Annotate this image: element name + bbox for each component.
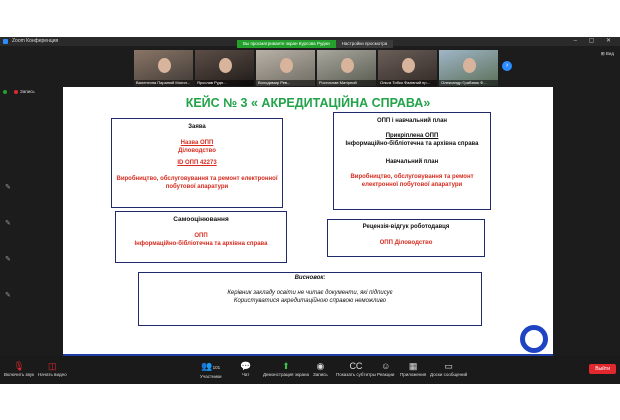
self-assessment-box	[115, 211, 287, 263]
employer-review-box	[327, 219, 485, 257]
participant-face	[158, 58, 171, 73]
zayava-heading: Заява	[188, 124, 206, 130]
employer-review-line: ОПП Діловодство	[379, 240, 433, 246]
chevron-right-icon: ›	[505, 62, 509, 69]
side-icons	[5, 170, 11, 314]
share-screen-icon: ⬆	[282, 361, 290, 371]
participants-count: 101	[212, 365, 221, 370]
apps-button[interactable]	[400, 360, 426, 377]
window-controls[interactable]: – ▢ ✕	[573, 38, 616, 44]
smiley-icon: ☺	[381, 361, 391, 371]
video-label: Начать видео	[38, 372, 67, 377]
shared-slide	[63, 87, 553, 362]
share-screen-button[interactable]	[263, 360, 309, 377]
participants-button[interactable]	[200, 360, 222, 379]
next-participants-button[interactable]	[502, 61, 512, 71]
shield-icon	[3, 90, 7, 94]
participant-name: Ростислав Матірний	[317, 80, 376, 86]
recording-label: Запись	[20, 89, 35, 94]
zayava-line: Назва ОПП	[180, 140, 214, 146]
cc-icon: CC	[349, 361, 363, 371]
participant-face	[463, 58, 476, 73]
zayava-line: побутової апаратури	[165, 184, 229, 190]
recording-indicator[interactable]	[3, 89, 35, 94]
view-button[interactable]: ⊞ Вид	[600, 51, 614, 56]
participant-tile[interactable]	[134, 50, 193, 86]
participant-name: Ярослав Рудн...	[195, 80, 254, 86]
participant-name: Володимир Рев...	[256, 80, 315, 86]
participant-name: Ольга Тибко Фахівний пр...	[378, 80, 437, 86]
conclusion-line: Керівник закладу освіти не читає документи, які підписує	[227, 290, 393, 296]
slide-title: КЕЙС № 3 « АКРЕДИТАЦІЙНА СПРАВА»	[185, 96, 431, 110]
reactions-label: Реакции	[377, 372, 395, 377]
whiteboard-button[interactable]	[430, 360, 467, 377]
whiteboard-icon: ▭	[444, 361, 453, 371]
plan-heading: Навчальний план	[385, 159, 439, 165]
participant-name: Олександр Грабзник Ф...	[439, 80, 498, 86]
chat-button[interactable]	[240, 360, 251, 377]
self-assessment-line: ОПП	[194, 233, 208, 239]
zayava-box	[111, 118, 283, 208]
view-options-button[interactable]: Настройки просмотра	[336, 40, 394, 48]
zoom-app-icon	[3, 39, 8, 44]
zayava-line: ID ОПП 42273	[177, 160, 217, 166]
captions-label: Показать субтитры	[336, 372, 376, 377]
opp-plan-box	[333, 112, 491, 210]
mic-button[interactable]	[4, 360, 34, 377]
ring-icon	[520, 325, 548, 353]
conclusion-line: Користуватися акредитаційною справою неможливо	[233, 298, 387, 304]
participant-tile[interactable]	[317, 50, 376, 86]
conclusion-heading: Висновок:	[294, 275, 326, 281]
reactions-button[interactable]	[377, 360, 394, 377]
record-button[interactable]	[313, 360, 328, 377]
share-banner	[237, 40, 393, 48]
record-dot-icon	[14, 90, 18, 94]
participant-face	[280, 58, 293, 73]
participant-strip	[134, 50, 498, 86]
zayava-line: Діловодство	[178, 148, 216, 154]
pencil-icon: ✎	[5, 184, 11, 191]
participant-tile[interactable]	[439, 50, 498, 86]
leave-button[interactable]: Выйти	[589, 364, 616, 374]
self-assessment-line: Інформаційно-бібліотечна та архівна справа	[134, 241, 268, 247]
video-button[interactable]	[38, 360, 67, 377]
employer-review-heading: Рецензія-відгук роботодавця	[362, 224, 450, 230]
captions-button[interactable]	[336, 360, 376, 377]
record-label: Запись	[313, 372, 328, 377]
share-label: Демонстрация экрана	[263, 372, 309, 377]
viewing-banner: Вы просматриваете экран Курсова Рудни	[237, 40, 336, 48]
people-icon: 👥101	[201, 361, 221, 371]
participants-label: Участники	[200, 374, 222, 379]
self-assessment-heading: Самооцінювання	[173, 216, 229, 223]
pencil-icon: ✎	[5, 292, 11, 299]
conclusion-box	[138, 272, 482, 326]
pencil-icon: ✎	[5, 256, 11, 263]
opp-plan-heading: ОПП і навчальний план	[376, 118, 448, 124]
opp-plan-line: Інформаційно-бібліотечна та архівна справа	[345, 141, 479, 147]
chat-icon: 💬	[240, 361, 252, 371]
meeting-toolbar	[0, 356, 620, 384]
plan-line: електронної побутової апаратури	[361, 182, 463, 188]
apps-label: Приложения	[400, 372, 427, 377]
zayava-line: Виробництво, обслуговування та ремонт електронної	[116, 176, 278, 182]
participant-tile[interactable]	[256, 50, 315, 86]
plan-line: Виробництво, обслуговування та ремонт	[350, 174, 474, 180]
participant-face	[341, 58, 354, 73]
opp-plan-line: Прикріплена ОПП	[385, 133, 439, 139]
participant-tile[interactable]	[195, 50, 254, 86]
mic-muted-icon: 🎙	[13, 361, 25, 371]
participant-name: Валентина Паранюй Могил...	[134, 80, 193, 86]
pencil-icon: ✎	[5, 220, 11, 227]
participant-tile[interactable]	[378, 50, 437, 86]
apps-icon: ▦	[408, 361, 418, 371]
window-title: Zoom Конференция	[12, 38, 59, 44]
chat-label: Чат	[241, 372, 250, 377]
camera-off-icon: ◫	[48, 361, 57, 371]
whiteboard-label: Доски сообщений	[430, 372, 468, 377]
participant-face	[402, 58, 415, 73]
participant-face	[219, 58, 232, 73]
record-icon: ◉	[316, 361, 325, 371]
mic-label: Включить звук	[4, 372, 35, 377]
